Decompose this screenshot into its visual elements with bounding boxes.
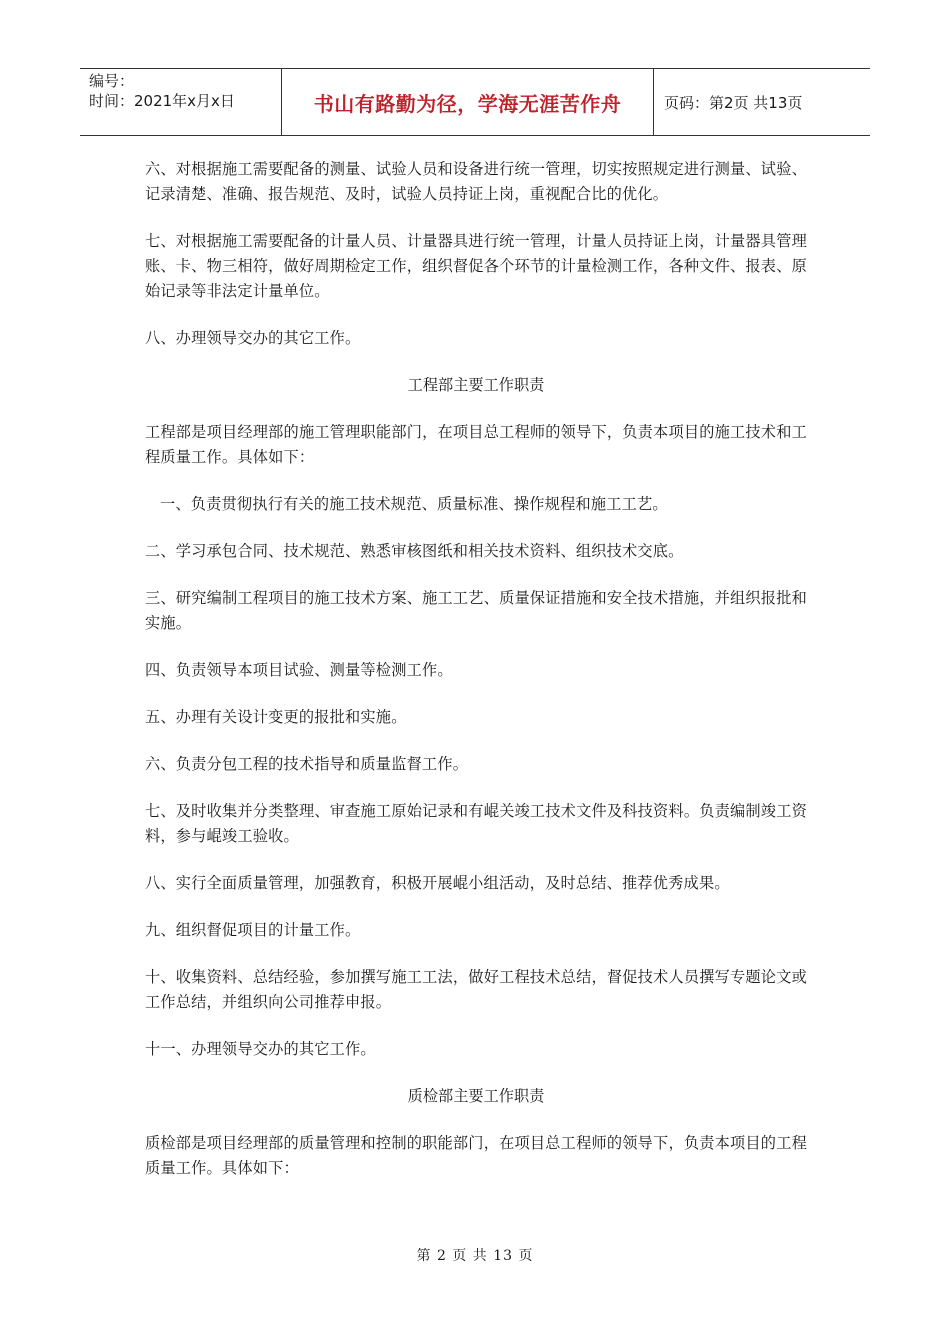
header-motto-cell — [282, 69, 654, 135]
paragraph: 六、负责分包工程的技术指导和质量监督工作。 — [145, 755, 469, 773]
paragraph: 十一、办理领导交办的其它工作。 — [145, 1040, 376, 1058]
paragraph: 八、实行全面质量管理，加强教育，积极开展崐小组活动，及时总结、推荐优秀成果。 — [145, 874, 730, 892]
paragraph: 十、收集资料、总结经验，参加撰写施工工法，做好工程技术总结，督促技术人员撰写专题论文或工作总结，并组织向公司推荐申报。 — [145, 968, 807, 1011]
paragraph: 六、对根据施工需要配备的测量、试验人员和设备进行统一管理，切实按照规定进行测量、试验、记录清楚、准确、报告规范、及时，试验人员持证上岗，重视配合比的优化。 — [145, 160, 807, 203]
paragraph: 二、学习承包合同、技术规范、熟悉审核图纸和相关技术资料、组织技术交底。 — [145, 542, 684, 560]
document-body — [145, 157, 807, 1203]
paragraph: 四、负责领导本项目试验、测量等检测工作。 — [145, 661, 453, 679]
paragraph: 一、负责贯彻执行有关的施工技术规范、质量标准、操作规程和施工工艺。 — [160, 495, 668, 513]
paragraph: 七、对根据施工需要配备的计量人员、计量器具进行统一管理，计量人员持证上岗，计量器具管理账、卡、物三相符，做好周期检定工作，组织督促各个环节的计量检测工作，各种文件、报表、原始记录等非法定计量单位。 — [145, 232, 807, 300]
header-page-number: 页码：第2页 共13页 — [664, 93, 803, 112]
header-page-cell — [654, 69, 870, 135]
paragraph: 九、组织督促项目的计量工作。 — [145, 921, 361, 939]
paragraph: 八、办理领导交办的其它工作。 — [145, 329, 361, 347]
section-heading: 质检部主要工作职责 — [407, 1087, 545, 1105]
paragraph: 工程部是项目经理部的施工管理职能部门，在项目总工程师的领导下，负责本项目的施工技术和工程质量工作。具体如下： — [145, 423, 807, 466]
serial-number-label: 编号： — [89, 72, 135, 90]
motto-text: 书山有路勤为径，学海无涯苦作舟 — [313, 91, 622, 116]
paragraph: 七、及时收集并分类整理、审查施工原始记录和有崐关竣工技术文件及科技资料。负责编制竣工资料，参与崐竣工验收。 — [145, 802, 807, 845]
header-meta-cell — [80, 69, 282, 135]
paragraph: 三、研究编制工程项目的施工技术方案、施工工艺、质量保证措施和安全技术措施，并组织报批和实施。 — [145, 589, 807, 632]
page-footer: 第 2 页 共 13 页 — [416, 1248, 534, 1264]
paragraph: 质检部是项目经理部的质量管理和控制的职能部门，在项目总工程师的领导下，负责本项目的工程质量工作。具体如下： — [145, 1134, 807, 1177]
paragraph: 五、办理有关设计变更的报批和实施。 — [145, 708, 407, 726]
section-heading: 工程部主要工作职责 — [407, 376, 545, 394]
date-text: 时间：2021年x月x日 — [89, 92, 235, 110]
page-header — [80, 68, 870, 136]
